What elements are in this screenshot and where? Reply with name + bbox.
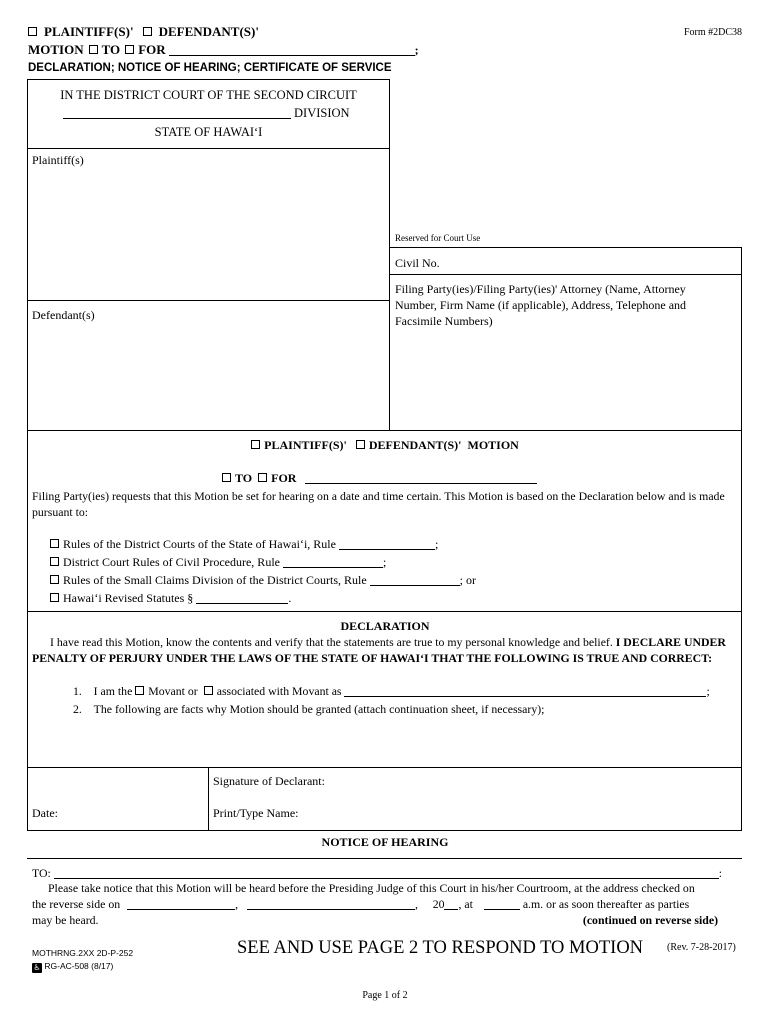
header-for-label: FOR [138,42,166,57]
division-line [63,106,350,121]
civil-no-label: Civil No. [395,256,440,270]
motion-request-text: Filing Party(ies) requests that this Motion be set for hearing on a date and time certain. This Motion is based on the Declaration below and is made pursuant to: [32,489,725,519]
reserved-court-use: Reserved for Court Use [395,233,481,243]
form-number: Form #2DC38 [683,27,742,38]
decl-right-border [741,611,742,768]
movant-checkbox[interactable] [135,686,144,695]
declaration-title: DECLARATION [340,619,430,633]
motion-left-border [27,430,28,612]
hearing-date-field[interactable] [247,898,415,910]
associated-as-field[interactable] [344,685,706,697]
facts-area[interactable] [32,718,737,764]
declaration-intro: I have read this Motion, know the contents and verify that the statements are true to my personal knowledge and belief. [50,635,613,649]
item-1-movant: Movant or [148,684,198,698]
motion-to-for-line [222,471,537,486]
motion-defendant-label: DEFENDANT(S)' [368,438,462,452]
item-1-semicolon: ; [706,684,710,698]
division-label: DIVISION [294,106,350,120]
court-title: IN THE DISTRICT COURT OF THE SECOND CIRCUIT [60,88,357,102]
signature-top-line [27,767,742,768]
motion-for-label: FOR [271,471,297,485]
declaration-item-1 [73,684,710,699]
notice-year-prefix: 20 [432,897,445,911]
motion-to-checkbox[interactable] [222,473,231,482]
header-semicolon: ; [414,43,419,57]
rule-2 [50,555,386,570]
notice-at: , at [458,897,473,911]
rule-3-checkbox[interactable] [50,575,59,584]
notice-comma-2: , [414,897,418,911]
signature-bottom-line [27,830,742,831]
item-1-number: 1. [73,684,82,698]
left-border [27,148,28,431]
revision-date: (Rev. 7-28-2017) [667,942,736,953]
plaintiffs-label: Plaintiff(s) [32,153,84,167]
notice-to-field[interactable] [54,867,719,879]
item-2-text: The following are facts why Motion should be granted (attach continuation sheet, if necessary); [93,702,545,716]
state-title: STATE OF HAWAI‘I [154,125,263,139]
rule-2-field[interactable] [283,556,383,568]
middle-divider [389,79,390,431]
continued-note: (continued on reverse side) [582,913,718,927]
sig-right-border [741,767,742,831]
item-1-prefix: I am the [93,684,133,698]
rule-2-checkbox[interactable] [50,557,59,566]
notice-time-suffix: a.m. or as soon thereafter as parties [522,897,690,911]
notice-to-colon: : [718,866,723,880]
to-checkbox[interactable] [89,45,98,54]
rule-2-text: District Court Rules of Civil Procedure, Rule [63,555,280,569]
header-to-label: TO [101,42,121,57]
motion-right-border [741,430,742,612]
filing-party-text: Filing Party(ies)/Filing Party(ies)' Attorney (Name, Attorney Number, Firm Name (if applicable), Address, Telephone and Facsimile Numbers) [395,282,687,328]
defendants-label: Defendant(s) [32,308,95,322]
rule-4-period: . [288,591,292,605]
motion-for-field[interactable] [305,473,537,484]
accessibility-icon: ♿ [33,963,41,972]
sig-mid-border [208,767,209,831]
header-plaintiff-label: PLAINTIFF(S)' [44,24,134,39]
header-motion-label: MOTION [28,42,84,57]
civil-bottom-line [389,274,742,275]
rule-4-field[interactable] [196,592,288,604]
rule-4 [50,591,291,606]
notice-body-2 [32,897,689,912]
rule-1-semicolon: ; [434,537,439,551]
caption-bottom-line [27,430,742,431]
civil-top-line [389,247,742,248]
associated-checkbox[interactable] [204,686,213,695]
motion-party-line [0,438,770,453]
item-1-associated: associated with Movant as [216,684,342,698]
hearing-time-field[interactable] [484,898,520,910]
notice-divider [27,858,742,859]
header-defendant-label: DEFENDANT(S)' [158,24,259,39]
rule-1-field[interactable] [339,538,435,550]
hearing-year-field[interactable] [444,898,458,910]
print-name-label: Print/Type Name: [213,806,299,820]
motion-label: MOTION [467,438,519,452]
rule-3-text: Rules of the Small Claims Division of the District Courts, Rule [63,573,367,587]
header-motion-line [28,42,419,58]
plaintiff-checkbox[interactable] [28,27,37,36]
hearing-day-field[interactable] [127,898,235,910]
defendant-checkbox[interactable] [143,27,152,36]
rule-1-checkbox[interactable] [50,539,59,548]
rule-3-field[interactable] [370,574,460,586]
sig-left-border [27,767,28,831]
date-label: Date: [32,806,58,820]
notice-body-1: Please take notice that this Motion will be heard before the Presiding Judge of this Court in his/her Courtroom, at the address checked on [48,881,695,895]
motion-to-label: TO [235,471,253,485]
ada-code: RG-AC-508 (8/17) [44,961,114,971]
rule-3 [50,573,476,588]
rule-4-text: Hawai‘i Revised Statutes § [63,591,194,605]
party-divider [27,300,390,301]
declaration-body [32,634,740,666]
rule-3-suffix: ; or [459,573,476,587]
notice-body-3: may be heard. [32,913,99,927]
ada-line [32,961,113,973]
rule-1-text: Rules of the District Courts of the State of Hawai‘i, Rule [63,537,336,551]
page-number: Page 1 of 2 [362,990,408,1001]
motion-bottom-line [27,611,742,612]
declaration-penalty: I DECLARE UNDER PENALTY OF PERJURY UNDER THE LAWS OF THE STATE OF HAWAI‘I THAT THE FOLLOWING IS TRUE AND CORRECT: [32,635,726,665]
form-subtitle: DECLARATION; NOTICE OF HEARING; CERTIFICATE OF SERVICE [28,62,392,74]
rule-4-checkbox[interactable] [50,593,59,602]
motion-plaintiff-checkbox[interactable] [251,440,260,449]
notice-title: NOTICE OF HEARING [321,835,449,849]
motion-title-field[interactable] [169,44,415,56]
header-party-line [28,24,259,40]
decl-left-border [27,611,28,768]
declaration-item-2 [73,702,544,717]
notice-to-label: TO: [32,866,51,880]
item-2-number: 2. [73,702,82,716]
motion-for-checkbox[interactable] [258,473,267,482]
rule-2-semicolon: ; [382,555,387,569]
rule-1 [50,537,438,552]
signature-label: Signature of Declarant: [213,774,325,788]
see-and-use-notice: SEE AND USE PAGE 2 TO RESPOND TO MOTION [237,938,644,958]
form-code: MOTHRNG.2XX 2D-P-252 [32,948,134,958]
motion-plaintiff-label: PLAINTIFF(S)' [264,438,347,452]
division-field[interactable] [63,108,291,119]
notice-comma-1: , [235,897,239,911]
notice-on-text: the reverse side on [32,897,121,911]
motion-defendant-checkbox[interactable] [356,440,365,449]
for-checkbox[interactable] [125,45,134,54]
notice-to-line [32,866,722,881]
